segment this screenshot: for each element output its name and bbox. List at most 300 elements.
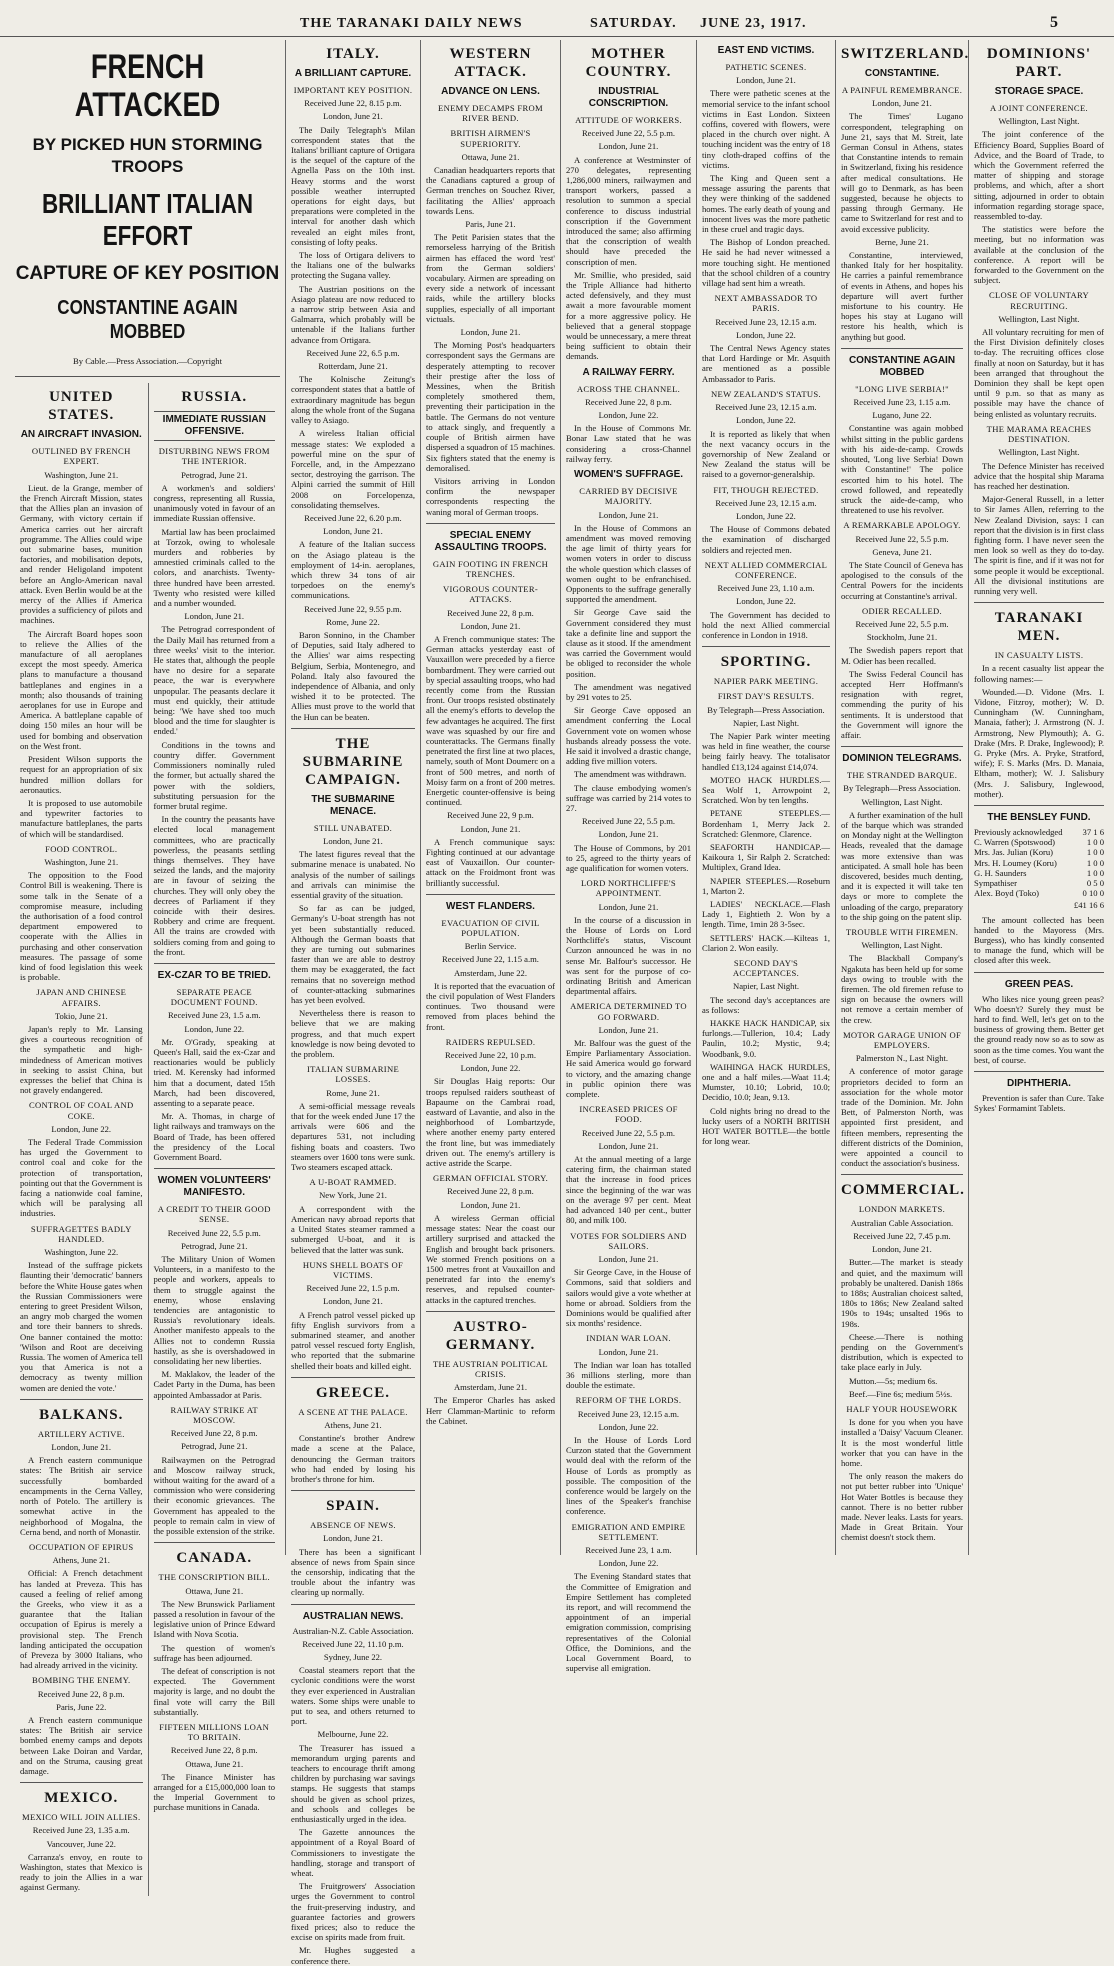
- article-subhead: A U-BOAT RAMMED.: [309, 1177, 397, 1188]
- dateline: Lugano, June 22.: [872, 410, 932, 421]
- dateline: Palmerston N., Last Night.: [855, 1053, 949, 1064]
- dateline: Received June 22, 8.15 p.m.: [304, 98, 402, 109]
- article-headline: CONSTANTINE.: [864, 68, 940, 79]
- cable-credit: By Cable.—Press Association.—Copyright: [73, 356, 222, 366]
- paragraph: LADIES' NECKLACE.—Flash Lady 1, Eightieth 2. Won by a length. Time, 1min 28 3-5sec.: [702, 899, 830, 930]
- article-subhead: INCREASED PRICES OF FOOD.: [579, 1104, 678, 1125]
- ledger-amount: 0 5 0: [1086, 878, 1104, 888]
- column-5: [697, 40, 836, 1555]
- section-dominions-part: DOMINIONS' PART.: [986, 46, 1092, 80]
- paragraph: The opposition to the Food Control Bill is weakening. There is some talk in the Senate of a compromise measure, including the authorisation of a food control department empowered to cooperate with the Allies in purchasing and other conservation measures. The passage of some kind of food legislation this week is probable.: [20, 870, 143, 983]
- paragraph: A workmen's and soldiers' congress, representing all Russia, unanimously voted in favour of an immediate Russian offensive.: [153, 482, 275, 524]
- paragraph: The Indian war loan has totalled 36 millions sterling, more than double the estimate.: [566, 1359, 691, 1391]
- dateline: Received June 22, 11.10 p.m.: [302, 1638, 404, 1649]
- dateline: London, June 22.: [598, 1558, 659, 1569]
- dateline: Received June 22, 10 p.m.: [445, 1050, 536, 1061]
- section-canada: CANADA.: [176, 1550, 253, 1567]
- article-subhead: EMIGRATION AND EMPIRE SETTLEMENT.: [571, 1521, 686, 1542]
- article-subhead: DISTURBING NEWS FROM THE INTERIOR.: [158, 446, 270, 467]
- ledger-row: [974, 837, 1104, 847]
- article-subhead: A CREDIT TO THEIR GOOD SENSE.: [157, 1204, 271, 1225]
- dateline: Sydney, June 22.: [323, 1651, 383, 1662]
- article-subhead: HALF YOUR HOUSEWORK: [846, 1403, 958, 1414]
- section-italy: ITALY.: [326, 46, 380, 62]
- dateline: London, June 21.: [736, 75, 796, 86]
- dateline: London, June 21.: [323, 526, 383, 537]
- dateline: London, June 22.: [460, 1063, 521, 1074]
- section-western-attack: WESTERN ATTACK.: [449, 46, 532, 80]
- article-subhead: OUTLINED BY FRENCH EXPERT.: [31, 446, 131, 467]
- article-subhead: FIFTEEN MILLIONS LOAN TO BRITAIN.: [159, 1721, 270, 1743]
- article-subhead: ABSENCE OF NEWS.: [310, 1520, 396, 1531]
- dateline: Received June 23, 1.35 a.m.: [32, 1825, 130, 1836]
- dateline: Received June 23, 12.15 a.m.: [715, 402, 817, 413]
- article-headline: SPECIAL ENEMY ASSAULTING TROOPS.: [434, 529, 547, 553]
- dateline: Paris, June 21.: [465, 219, 516, 230]
- dateline: Berne, June 21.: [875, 236, 929, 247]
- paragraph: Carranza's envoy, en route to Washington, states that Mexico is ready to join the Allies in a war against Germany.: [20, 1851, 143, 1893]
- paragraph: A wireless German official message states: Near the coast our artillery surprised and attacked the English and brought back prisoners. We stormed French positions on a 1500 metres front at Vauxaillon and penetrated far into the enemy's reserves, and repulsed counter-attacks in the captured trenches.: [426, 1212, 555, 1305]
- article-subhead: VIGOROUS COUNTER-ATTACKS.: [442, 584, 539, 605]
- article-subhead: THE AUSTRIAN POLITICAL CRISIS.: [433, 1358, 548, 1379]
- dateline: Rome, June 22.: [326, 616, 380, 627]
- paragraph: The loss of Ortigara delivers to the Italians one of the bulwarks protecting the Sugana valley.: [291, 250, 415, 281]
- paragraph: In the House of Commons Mr. Bonar Law stated that he was considering a cross-Channel railway ferry.: [566, 423, 691, 464]
- dateline: London, June 21.: [598, 1253, 659, 1264]
- paragraph: The Finance Minister has arranged for a £15,000,000 loan to the Imperial Government to purchase munitions in Canada.: [153, 1771, 275, 1813]
- dateline: London, June 21.: [872, 98, 932, 109]
- article-subhead: IN CASUALTY LISTS.: [994, 650, 1084, 661]
- dateline: London, June 21.: [323, 1296, 383, 1307]
- dateline: Wellington, Last Night.: [861, 940, 943, 951]
- paragraph: It is reported that the evacuation of the civil population of West Flanders continues. Two thousand were removed from places behind the front.: [426, 980, 555, 1032]
- section-bensley-fund: THE BENSLEY FUND.: [987, 811, 1091, 823]
- dateline: Received June 22, 8 p.m.: [585, 396, 672, 407]
- dateline: London, June 21.: [598, 1346, 659, 1357]
- paragraph: President Wilson supports the request for an appropriation of six hundred million dollars for aeronautics.: [20, 754, 143, 795]
- article-subhead: MOTOR GARAGE UNION OF EMPLOYERS.: [842, 1029, 962, 1051]
- ledger-row: [974, 858, 1104, 868]
- paragraph: Sir George Cave, in the House of Commons, said that soldiers and sailors would give a vote whether at home or abroad. Soldiers from the Dominions would be qualified after six months' residence.: [566, 1267, 691, 1329]
- section-russia: RUSSIA.: [181, 389, 248, 406]
- dateline: Ottawa, June 21.: [185, 1758, 244, 1769]
- section-east-end: EAST END VICTIMS.: [717, 45, 815, 56]
- dateline: Geneva, June 21.: [872, 546, 932, 557]
- divider: [841, 746, 963, 747]
- dateline: London, June 21.: [323, 111, 383, 122]
- paragraph: SETTLERS' HACK.—Kilteas 1, Clarion 2. Won easily.: [702, 932, 830, 953]
- dateline: London, June 21.: [460, 1199, 521, 1210]
- section-submarine: THE SUBMARINE CAMPAIGN.: [302, 735, 404, 788]
- article-subhead: A SCENE AT THE PALACE.: [298, 1406, 408, 1417]
- paragraph: Visitors arriving in London confirm the newspaper correspondents respecting the waning moral of German troops.: [426, 475, 555, 517]
- paragraph: The amount collected has been handed to the Mayoress (Mrs. Burgess), who has kindly consented to manage the fund, which will be closed after this week.: [974, 914, 1104, 966]
- newspaper-title: THE TARANAKI DAILY NEWS: [300, 16, 523, 31]
- section-united-states: UNITED STATES.: [48, 389, 115, 424]
- paragraph: The Military Union of Women Volunteers, in a manifesto to the people and workers, appeals to them to struggle against the enemy, whose enslaving tendencies are antagonistic to Russia's revolutionary ideals. Another manifesto appeals to the Allies not to condemn Russia hastily, as she is overshadowed in consolidating her new liberties.: [153, 1254, 275, 1367]
- paragraph: The Defence Minister has received advice that the hospital ship Marama has reached her destination.: [974, 460, 1104, 491]
- headline-french-attacked: FRENCH ATTACKED: [74, 48, 221, 124]
- divider: [974, 602, 1104, 603]
- dateline: Received June 23, 1 a.m.: [585, 1544, 672, 1555]
- subcolumn-left: [15, 383, 148, 1895]
- article-subhead: ATTITUDE OF WORKERS.: [575, 115, 682, 125]
- divider: [154, 1168, 276, 1169]
- article-headline: WOMEN'S SUFFRAGE.: [573, 469, 684, 481]
- paragraph: The only reason the makers do not put better rubber into 'Unique' Hot Water Bottles is because they cannot. There is no better rubber made. Never leaks. Lasts for years. Made in Great Britain. Your chemist doesn't stock them.: [841, 1471, 963, 1543]
- dateline: Received June 22, 1.5 p.m.: [306, 1283, 400, 1294]
- paragraph: The Fruitgrowers' Association urges the Government to control the fruit-preserving industry, and guarantee factories and growers fixed prices; also to reduce the excise on spirits made from fruit.: [291, 1881, 415, 1943]
- paragraph: It is reported as likely that when the next vacancy occurs in the governorship of New Zealand or New Zealand the status will be raised to a governor-generalship.: [702, 428, 830, 480]
- paragraph: Martial law has been proclaimed at Torzok, owing to wholesale murders and robberies by amnestied criminals called to the colors, and anarchists. Twenty-three hundred have been arrested. Twenty who resisted were killed and a number wounded.: [153, 526, 275, 609]
- dateline: London, June 21.: [598, 1024, 659, 1035]
- paragraph: The King and Queen sent a message assuring the parents that they were thinking of the saddened homes. The early death of young and innocent lives was the more pathetic in these cruel and tragic days.: [702, 173, 830, 235]
- paragraph: The Federal Trade Commission has urged the Government to control coal and coke for the protection of transportation, pointing out that the Government is facing a nationwide coal famine, which will be paralysing all industries.: [20, 1137, 143, 1219]
- article-headline: IMMEDIATE RUSSIAN OFFENSIVE.: [154, 411, 276, 441]
- subcolumns: [15, 383, 280, 1895]
- article-subhead: VOTES FOR SOLDIERS AND SAILORS.: [570, 1230, 687, 1251]
- dateline: London, June 21.: [872, 1244, 932, 1255]
- dateline: Amsterdam, June 22.: [453, 967, 528, 978]
- paragraph: The Morning Post's headquarters correspondent says the Germans are desperately attempting to recover their prestige after the loss of Messines, when the British completely smothered them, preventing their participation in the battle. The Germans do not venture to attack singly, and frequently a couple of British airmen have dispersed a squadron of 15 machines. Six fighters stated that the enemy is demoralised.: [426, 340, 555, 473]
- divider: [20, 1399, 143, 1400]
- paragraph: The Treasurer has issued a memorandum urging parents and teachers to encourage thrift among children by purchasing war savings stamps. He suggests that stamps should be given as school prizes, and schools and colleges be enthusiastically urged in the idea.: [291, 1742, 415, 1825]
- dateline: Petrograd, June 21.: [181, 1240, 248, 1251]
- article-headline: ADVANCE ON LENS.: [441, 86, 540, 97]
- paragraph: The House of Commons debated the examination of discharged soldiers and rejected men.: [702, 524, 830, 555]
- divider: [974, 972, 1104, 973]
- dateline: London, June 21.: [460, 823, 521, 834]
- dateline: London, June 22.: [736, 510, 796, 521]
- divider: [426, 523, 555, 524]
- paragraph: The Evening Standard states that the Committee of Emigration and Empire Settlement has completed its report, and will recommend the appointment of an imperial emigration commission, comprising representatives of the Colonial Office, the Dominions, and the Local Government Board, to supervise all emigration.: [566, 1571, 691, 1674]
- divider: [291, 1604, 415, 1605]
- dateline: Melbourne, June 22.: [317, 1729, 389, 1740]
- ledger-amount: 37 1 6: [1082, 826, 1104, 837]
- paragraph: It is proposed to use automobile and typewriter factories to manufacture battleplanes, the parts of which will be standardised.: [20, 797, 143, 839]
- dateline: Ottawa, June 21.: [461, 151, 520, 162]
- section-austro-germany: AUSTRO-GERMANY.: [445, 1318, 536, 1353]
- paragraph: There has been a significant absence of news from Spain since the censorship, indicating that the trouble about the infantry was clearing up normally.: [291, 1546, 415, 1598]
- subcolumn-right: [148, 383, 281, 1895]
- masthead: [0, 14, 1114, 37]
- paragraph: Sir George Cave opposed an amendment conferring the Local Government vote on women whose husbands already possess the vote. He said it involved a drastic change, adding five million voters.: [566, 705, 691, 767]
- column-6: [836, 40, 969, 1555]
- dateline: London, June 21.: [184, 611, 245, 622]
- paragraph: A French eastern communique states: The British air service successfully bombarded encampments in the Cerna Valley, north of Potelo. The artillery is somewhat active in the neighborhood of Mogalna, the Cerna bend, and north of Monastir.: [20, 1455, 143, 1537]
- ledger-row: [974, 888, 1104, 898]
- dateline: London, June 22.: [184, 1023, 245, 1034]
- dateline: London, June 22.: [736, 596, 796, 607]
- dateline: London, June 22.: [598, 410, 659, 421]
- dateline: Received June 22, 8 p.m.: [170, 1745, 258, 1756]
- dateline: Received June 23, 12.15 a.m.: [577, 1408, 680, 1419]
- dateline: Received June 22, 5.5 p.m.: [855, 533, 949, 544]
- article-subhead: NEW ZEALAND'S STATUS.: [711, 388, 821, 399]
- paragraph: Railwaymen on the Petrograd and Moscow railway struck, without waiting for the award of a commission who were considering their economic grievances. The Government has appealed to the people to remain calm in view of the possible extension of the strike.: [153, 1454, 275, 1537]
- dateline: Ottawa, June 21.: [185, 1585, 244, 1596]
- paragraph: MOTEO HACK HURDLES.—Sea Wolf 1, Arrowpoint 2, Scratched. Won by ten lengths.: [702, 774, 830, 806]
- paragraph: Mr. O'Grady, speaking at Queen's Hall, said the ex-Czar and reactionaries would be publicly tried. M. Kerensky had informed him that a document, dated 15th March, had been discovered, assenting to a separate peace.: [153, 1036, 275, 1108]
- divider: [154, 963, 276, 964]
- paragraph: Butter.—The market is steady and quiet, and the maximum will probably be unaltered. Danish 186s to 188s; Australian choicest salted, 180s to 186s; New Zealand salted 190s to 194s; unsalted 196s to 198s.: [841, 1257, 963, 1329]
- paragraph: The House of Commons, by 201 to 25, agreed to the thirty years of age qualification for women voters.: [566, 842, 691, 873]
- dateline: Australian-N.Z. Cable Association.: [292, 1625, 414, 1636]
- section-balkans: BALKANS.: [39, 1406, 124, 1423]
- dateline: London, June 21.: [598, 509, 659, 520]
- headline-constantine: CONSTANTINE AGAIN MOBBED: [57, 297, 238, 343]
- article-subhead: FIRST DAY'S RESULTS.: [717, 691, 815, 702]
- dateline: Received June 22, 9.55 p.m.: [304, 603, 402, 614]
- paragraph: A conference of motor garage proprietors decided to form an association for the whole motor trade of the Dominion. Mr. John Bett, of Palmerston North, was appointed first president, and fifteen members, representing the different districts of the Dominion, were appointed a council to conduct the association's business.: [841, 1066, 963, 1169]
- ledger-row: [974, 868, 1104, 878]
- fund-ledger: [974, 827, 1104, 898]
- section-australian-news: AUSTRALIAN NEWS.: [302, 1610, 404, 1622]
- divider: [702, 646, 830, 647]
- article-subhead: STILL UNABATED.: [313, 822, 393, 833]
- dateline: Received June 22, 5.5 p.m.: [167, 1227, 261, 1238]
- article-subhead: CLOSE OF VOLUNTARY RECRUITING.: [988, 290, 1090, 311]
- paragraph: The Daily Telegraph's Milan correspondent states that the Italians' brilliant capture of Ortigara is the sequel of the capture of the Agnella Pass on the 10th inst. Heavy storms and the worst possible weather interrupted operations for eight days, but preparations were completed in the interval for another dash which revealed an eight miles front, consisting of lofty peaks.: [291, 124, 415, 247]
- ledger-name: Mrs. Jas. Julian (Koru): [974, 847, 1054, 858]
- dateline: Australian Cable Association.: [850, 1217, 954, 1228]
- dateline: Received June 22, 9 p.m.: [447, 810, 534, 821]
- paragraph: M. Maklakov, the leader of the Cadet Party in the Duma, has been appointed Ambassador at Paris.: [153, 1369, 275, 1400]
- dateline: Received June 23, 12.15 a.m.: [715, 316, 817, 327]
- paragraph: Mr. A. Thomas, in charge of light railways and tramways on the Board of Trade, has been offered the presidency of the Local Government Board.: [153, 1111, 275, 1162]
- paragraph: The question of women's suffrage has been adjourned.: [153, 1642, 275, 1663]
- paragraph: Mutton.—5s; medium 6s.: [849, 1375, 938, 1386]
- dateline: Washington, June 21.: [44, 856, 119, 867]
- paragraph: A French eastern communique states: The British air service bombed enemy camps and depots between Lake Doiran and Vardar, and on the Struma, causing great damage.: [20, 1714, 143, 1776]
- paragraph: Japan's reply to Mr. Lansing gives a courteous recognition of the sympathetic and high-mindedness of American motives in seeking to assist China, but expresses the belief that China is not gravely endangered.: [20, 1023, 143, 1096]
- paragraph: In the House of Lords Lord Curzon stated that the Government would deal with the reform of the House of Lords as promptly as possible. The composition of the conference would be largely on the lines of the Speaker's franchise conference.: [566, 1434, 691, 1517]
- paragraph: The Swiss Federal Council has accepted Herr Hoffmann's resignation with regret, commending the purity of his sentiments. It is understood that the Government will ignore the affair.: [841, 668, 963, 740]
- article-subhead: ACROSS THE CHANNEL.: [576, 383, 681, 394]
- article-subhead: CARRIED BY DECISIVE MAJORITY.: [579, 486, 678, 507]
- paragraph: The Austrian positions on the Asiago plateau are now reduced to a narrow strip between Asia and Galmarra, which probably will be untenable if the Italians further advance from Ortigara.: [291, 283, 415, 345]
- ledger-amount: 1 0 0: [1086, 837, 1104, 848]
- paragraph: A correspondent with the American navy abroad reports that a United States steamer rammed a submerged U-boat, and it is believed that the latter was sunk.: [291, 1203, 415, 1255]
- article-headline: AN AIRCRAFT INVASION.: [20, 429, 142, 441]
- dateline: Received June 22, 5.5 p.m.: [581, 1127, 676, 1138]
- article-subhead: HUNS SHELL BOATS OF VICTIMS.: [302, 1259, 404, 1280]
- article-headline: INDUSTRIAL CONSCRIPTION.: [588, 86, 669, 109]
- article-subhead: AMERICA DETERMINED TO GO FORWARD.: [570, 1001, 687, 1022]
- paragraph: There were pathetic scenes at the memorial service to the infant school victims in East London. Sixteen coffins, covered with flowers, were placed in the church over night. A touching incident was the entry of 18 tiny cloth-draped coffins of the victims.: [702, 88, 830, 170]
- article-headline: A BRILLIANT CAPTURE.: [294, 68, 412, 79]
- dateline: Vancouver, June 22.: [46, 1838, 116, 1849]
- paragraph: Coastal steamers report that the cyclonic conditions were the worst they ever experienced in Australian waters. Some ships were unable to put to sea, and others returned to port.: [291, 1665, 415, 1727]
- dateline: Received June 23, 1.5 a.m.: [167, 1010, 261, 1021]
- dateline: London, June 21.: [598, 1140, 659, 1151]
- paragraph: The State Council of Geneva has apologised to the consuls of the Central Powers for the incidents occurring at Constantine's arrival.: [841, 559, 963, 601]
- article-subhead: ENEMY DECAMPS FROM RIVER BEND.: [438, 103, 543, 124]
- dateline: Berlin Service.: [464, 941, 517, 952]
- paragraph: Who likes nice young green peas? Who doesn't? Surely they must be hard to find. Well, let's get on to the business of growing them. Better get the ground ready now so as to sow as soon as the time comes. You want the best, of course.: [974, 993, 1104, 1065]
- section-spain: SPAIN.: [326, 1498, 380, 1515]
- article-subhead: SECOND DAY'S ACCEPTANCES.: [732, 958, 800, 979]
- article-headline: A RAILWAY FERRY.: [582, 366, 675, 378]
- dateline: Athens, June 21.: [324, 1419, 382, 1430]
- dateline: Tokio, June 21.: [54, 1010, 108, 1021]
- paragraph: Beef.—Fine 6s; medium 5½s.: [849, 1388, 953, 1399]
- article-subhead: "LONG LIVE SERBIA!": [855, 383, 949, 394]
- article-subhead: ODIER RECALLED.: [862, 605, 942, 616]
- dateline: Amsterdam, June 21.: [453, 1382, 528, 1393]
- column-4: [561, 40, 697, 1674]
- paragraph: SEAFORTH HANDICAP.—Kaikoura 1, Sir Ralph 2. Scratched: Multiplex, Grand Idea.: [702, 842, 830, 873]
- paragraph: Conditions in the towns and country differ. Government Commissioners nominally ruled the former, but actually shared the power with the soldiers, substituting persuasion for the former brutal regime.: [153, 739, 275, 811]
- paragraph: A French communique says: Fighting continued at our advantage east of Vauxaillon. Our counter-attack on the Froidmont front was brilliantly successful.: [426, 836, 555, 888]
- paragraph: All voluntary recruiting for men of the First Division definitely closes to-day. The recruiting offices close finally at noon on Saturday, but it has been arranged that throughout the Dominion they shall be kept open until 9 p.m. so that as many as possible may have the chance of being enlisted as voluntary recruits.: [974, 327, 1104, 419]
- paragraph: Constantine's brother Andrew made a scene at the Palace, denouncing the German traitors who had ended by losing his brother's throne for him.: [291, 1433, 415, 1484]
- dateline: London, June 21.: [460, 620, 521, 631]
- dateline: London, June 21.: [460, 327, 521, 338]
- dateline: Napier, Last Night.: [732, 717, 799, 728]
- paragraph: The Emperor Charles has asked Herr Clamman-Martinic to reform the Cabinet.: [426, 1395, 555, 1426]
- paragraph: A semi-official message reveals that for the week ended June 17 the arrivals were 606 and the departures 531, not including fishing boats and coasters. Two steamers over 1600 tons were sunk. Two steamers escaped attack.: [291, 1100, 415, 1173]
- fund-total: £41 16 6: [1073, 900, 1104, 911]
- paragraph: Mr. Hughes suggested a conference there.: [291, 1945, 415, 1966]
- article-subhead: IMPORTANT KEY POSITION.: [293, 85, 413, 95]
- paragraph: So far as can be judged, Germany's U-boat strength has not yet been substantially reduced. Although the German boasts that they are turning out submarines faster than we are able to destroy them may be exaggerated, the fact remains that no sovereign method of counter-attacking submarines has yet been evolved.: [291, 903, 415, 1006]
- dateline: London, June 22.: [736, 415, 796, 426]
- article-subhead: REFORM OF THE LORDS.: [575, 1395, 682, 1406]
- article-subhead: RAILWAY STRIKE AT MOSCOW.: [170, 1404, 258, 1426]
- paragraph: In the country the peasants have elected local management committees, who are practically powerless, the peasants settling things themselves. They have seized the lands, and the majority are in favour of seizing the churches. They will only obey the decrees of Parliament if they coincide with their desires. Robbery and crime are frequent. All the trains are crowded with soldiers coming from and going to the front.: [153, 814, 275, 957]
- divider: [20, 1782, 143, 1783]
- section-commercial: COMMERCIAL.: [841, 1182, 965, 1199]
- dateline: Received June 22, 8 p.m.: [447, 1186, 534, 1197]
- ledger-row: [974, 878, 1104, 888]
- headline-key-position: CAPTURE OF KEY POSITION: [15, 263, 280, 284]
- ledger-name: Mrs. H. Loumey (Koru): [974, 857, 1057, 868]
- paragraph: The Government has decided to hold the next Allied commercial conference in London in 1918.: [702, 609, 830, 640]
- article-subhead: THE CONSCRIPTION BILL.: [158, 1572, 270, 1583]
- dateline: Received June 22, 5.5 p.m.: [581, 816, 676, 827]
- paragraph: In a recent casualty list appear the following names:—: [974, 663, 1104, 684]
- paragraph: Official: A French detachment has landed at Preveza. This has caused a feeling of relief among the Greeks, who view it as a guarantee that the Italian occupation of Epirus is merely a provisional step. The French landing anticipated the occupation of Preveza by 3000 Italians, who had already arrived in the vicinity.: [20, 1568, 143, 1671]
- dateline: London, June 21.: [51, 1442, 112, 1453]
- divider: [841, 348, 963, 349]
- paragraph: A French communique states: The German attacks yesterday east of Vauxaillon were preceded by a fierce bombardment. They were carried out by special assaulting troops, who had recently come from the Russian front. Our troops resisted obstinately all the enemy's efforts to develop the few advantages he acquired. The first wave was squashed by our fire and counterattacks. The Germans finally penetrated the first line at two places, namely, south of Mont Doumerc on a front of 500 metres, and north of Moisy farm on a front of 200 metres. Energetic counter-offensive is being continued.: [426, 633, 555, 808]
- article-subhead: FIT, THOUGH REJECTED.: [713, 484, 819, 495]
- section-sporting: SPORTING.: [720, 654, 812, 671]
- article-subhead: LORD NORTHCLIFFE'S APPOINTMENT.: [580, 878, 676, 899]
- paragraph: In the House of Commons an amendment was moved removing the age limit of thirty years for women voters in order to discuss the whole question which classes of women ought to be enfranchised. Opponents to the suffrage generally supported the amendment.: [566, 522, 691, 605]
- paragraph: A feature of the Italian success on the Asiago plateau is the employment of 14-in. aeroplanes, which threw 34 tons of air torpedoes on the enemy's communications.: [291, 539, 415, 601]
- paragraph: A conference at Westminster of 270 delegates, representing 1,286,000 miners, railwaymen and transport workers, passed a resolution to summon a special conference to discuss industrial conscription if the Government introduced the same; also affirming that the conscription of wealth should have preceded the conscription of men.: [566, 154, 691, 267]
- paragraph: The Swedish papers report that M. Odier has been recalled.: [841, 645, 963, 666]
- dateline: London, June 21.: [598, 901, 659, 912]
- article-subhead: BOMBING THE ENEMY.: [32, 1675, 131, 1686]
- divider: [426, 894, 555, 895]
- ledger-name: G. H. Saunders: [974, 867, 1027, 878]
- paragraph: The Petrograd correspondent of the Daily Mail has returned from a three weeks' visit to the interior. He states that, although the people have no desire for a separate peace, the war is everywhere unpopular. The peasants declare it must end quickly, their attitude being: 'We have shed too much blood and the time for slaughter is ended.': [153, 624, 275, 737]
- paragraph: Lieut. de la Grange, member of the French Aircraft Mission, states that the Allies plan an invasion of Germany, with victory certain if America carries out her aircraft programme. The Allies could wipe out submarine bases, munition factories, and mobilisation depots, and render Heligoland impotent before an Anglo-American naval attack. Even Berlin would be at the mercy of the Allies if America provides a sufficiency of pilots and machines.: [20, 482, 143, 626]
- section-taranaki-men: TARANAKI MEN.: [994, 610, 1084, 645]
- dateline: Wellington, Last Night.: [861, 796, 943, 807]
- column-3: [421, 40, 561, 1555]
- paragraph: The Gazette announces the appointment of a Royal Board of Commissioners to investigate the handling, storage and transport of wheat.: [291, 1827, 415, 1879]
- divider: [154, 1542, 276, 1543]
- paragraph: The Petit Parisien states that the remorseless harrying of the British airmen has effaced the word 'rest' from the German soldiers' vocabulary. Airmen are spreading on every side a network of incessant raids, while the artillery blocks supplies, especially of all important victuals.: [426, 232, 555, 324]
- paragraph: Mr. Smillie, who presided, said the Triple Alliance had hitherto acted defensively, and they must await a more favourable moment for a more aggressive policy. He believed that a general stoppage would be unnecessary, a mere threat being sufficient to obtain their demands.: [566, 269, 691, 362]
- paragraph: The Central News Agency states that Lord Hardinge or Mr. Asquith are mentioned as a possible Ambassador to Paris.: [702, 343, 830, 384]
- paragraph: Prevention is safer than Cure. Take Sykes' Formamint Tablets.: [974, 1093, 1104, 1114]
- paragraph: NAPIER STEEPLES.—Roseburn 1, Marton 2.: [702, 875, 830, 896]
- paragraph: The clause embodying women's suffrage was carried by 214 votes to 27.: [566, 782, 691, 813]
- paragraph: The Napier Park winter meeting was held in fine weather, the course being fairly heavy. The totalisator handled £13,124 against £14,074.: [702, 730, 830, 772]
- dateline: Received June 23, 1.15 a.m.: [853, 397, 951, 408]
- paragraph: PETANE STEEPLES.—Bordenham 1, Merry Jack 2. Scratched: Glenmore, Clarence.: [702, 808, 830, 839]
- divider: [974, 1071, 1104, 1072]
- divider: [291, 1490, 415, 1491]
- paragraph: Constantine, interviewed, thanked Italy for her hospitality. He carries a painful remembrance of events in Athens, and hopes his departure will avert further misfortune to his country. He hopes his stay at Lugano will restore his health, which is anything but good.: [841, 250, 963, 342]
- dateline: Received June 22, 5.5 p.m.: [855, 618, 949, 629]
- dateline: Received June 23, 1.10 a.m.: [717, 583, 815, 594]
- ledger-amount: 1 0 0: [1086, 847, 1104, 858]
- paragraph: A French patrol vessel picked up fifty English survivors from a submarined steamer, and another patrol vessel rescued forty English, who reported that the submarine shelled their boats and killed eight.: [291, 1309, 415, 1371]
- article-subhead: INDIAN WAR LOAN.: [586, 1333, 671, 1344]
- paragraph: WAIHINGA HACK HURDLES, one and a half miles.—Waat 11.4; Mumster, 10.10; Lobrid, 10.0; Decidio, 10.0; Jean, 9.13.: [702, 1061, 830, 1103]
- paragraph: HAKKE HACK HANDICAP, six furlongs.—Tullerion, 10.4; Lady Paulin, 10.2; Mystic, 9.4; Woodbank, 9.0.: [702, 1018, 830, 1059]
- headline-italian-effort: BRILLIANT ITALIAN EFFORT: [41, 188, 254, 251]
- ledger-amount: 1 0 0: [1086, 857, 1104, 868]
- paragraph: The latest figures reveal that the submarine menace is unabated. No analysis of the number of sailings and arrivals can minimise the essential gravity of the situation.: [291, 849, 415, 900]
- dateline: Petrograd, June 21.: [181, 469, 248, 480]
- paragraph: Canadian headquarters reports that the Canadians captured a group of German trenches on Souchez River, facilitating the Allies' approach towards Lens.: [426, 165, 555, 216]
- paragraph: The amendment was withdrawn.: [574, 769, 687, 780]
- article-subhead: TROUBLE WITH FIREMEN.: [845, 927, 959, 938]
- article-subhead: A REMARKABLE APOLOGY.: [843, 520, 961, 531]
- paragraph: The defeat of conscription is not expected. The Government majority is large, and no doubt the final vote will carry the Bill substantially.: [153, 1665, 275, 1717]
- paragraph: Instead of the suffrage pickets flaunting their 'democratic' banners before the White House gates when the Russian Commissioners were entering to greet President Wilson, an angry mob charged the women and tore their banners to shreds. One banner contained the motto: 'Wilson and Root are deceiving Russia. The women of America tell you that America is not a democracy as twenty million women are denied the vote.': [20, 1260, 143, 1393]
- paragraph: Is done for you when you have installed a 'Daisy' Vacuum Cleaner. It is the most wonderful little worker that you can have in the home.: [841, 1417, 963, 1468]
- article-subhead: GAIN FOOTING IN FRENCH TRENCHES.: [432, 558, 549, 579]
- page-number: 5: [1050, 14, 1059, 31]
- article-subhead: NEXT ALLIED COMMERCIAL CONFERENCE.: [704, 559, 828, 580]
- ledger-name: Alex. Boyd (Toko): [974, 888, 1040, 899]
- dateline: Wellington, Last Night.: [998, 447, 1080, 458]
- paragraph: The Blackball Company's Ngakuta has been held up for some days owing to trouble with the firemen. The old firemen refuse to sign on because the owners will not remove a certain member of the crew.: [841, 953, 963, 1025]
- article-subhead: NAPIER PARK MEETING.: [713, 676, 819, 687]
- divider: [291, 1377, 415, 1378]
- dateline: By Telegraph—Press Association.: [707, 704, 825, 715]
- paragraph: The Bishop of London preached. He said he had never witnessed a more touching sight. He mentioned that the school children of a country village had sent him a wreath.: [702, 237, 830, 289]
- paragraph: The second day's acceptances are as follows:: [702, 994, 830, 1015]
- article-subhead: LONDON MARKETS.: [858, 1204, 946, 1215]
- paragraph: Cold nights bring no dread to the lucky users of a NORTH BRITISH HOT WATER BOTTLE—the bottle for long wear.: [702, 1105, 830, 1147]
- paragraph: Major-General Russell, in a letter to Sir James Allen, referring to the New Zealand Division, says: I can report that the division is in first class fighting form. I have never seen the men look so well as they do to-day. The spirit is fine, and if it was not for some people it would be exceptional. All the divisional institutions are running very well.: [974, 494, 1104, 596]
- dateline: Received June 22, 5.5 p.m.: [581, 128, 676, 139]
- dateline: Rotterdam, June 21.: [318, 361, 388, 372]
- article-headline: WEST FLANDERS.: [446, 900, 535, 912]
- column-2: [286, 40, 421, 1966]
- dateline: Received June 22, 7.45 p.m.: [853, 1230, 951, 1241]
- headline-picked-hun: BY PICKED HUN STORMING TROOPS: [32, 135, 263, 176]
- dateline: Received June 22, 8 p.m.: [447, 607, 534, 618]
- article-subhead: GERMAN OFFICIAL STORY.: [432, 1173, 549, 1184]
- dateline: Napier, Last Night.: [732, 981, 799, 992]
- article-subhead: RAIDERS REPULSED.: [445, 1036, 536, 1047]
- article-headline: THE SUBMARINE MENACE.: [311, 793, 395, 817]
- paragraph: The Kolnische Zeitung's correspondent states that a battle of extraordinary magnitude has begun along the whole front of the Sugana valley to Asiago.: [291, 374, 415, 426]
- paragraph: Wounded.—D. Vidone (Mrs. I. Vidone, Fitzroy, mother); W. D. Cunningham (W. Cunningham, Manaia, father); J. Armstrong (N. J. Armstrong, New Plymouth); A. G. Drake (Mrs. P. Drake, Inglewood); P. G. Pryke (Mrs. A. Pryke, Stratford, wife); F. S. Marks (Mrs. D. Manaia, Eltham, mother); W. J. Salisbury (Mrs. J. Salisbury, Inglewood, mother).: [974, 686, 1104, 799]
- article-subhead: SEPARATE PEACE DOCUMENT FOUND.: [170, 986, 258, 1008]
- article-subhead: SUFFRAGETTES BADLY HANDLED.: [30, 1223, 132, 1244]
